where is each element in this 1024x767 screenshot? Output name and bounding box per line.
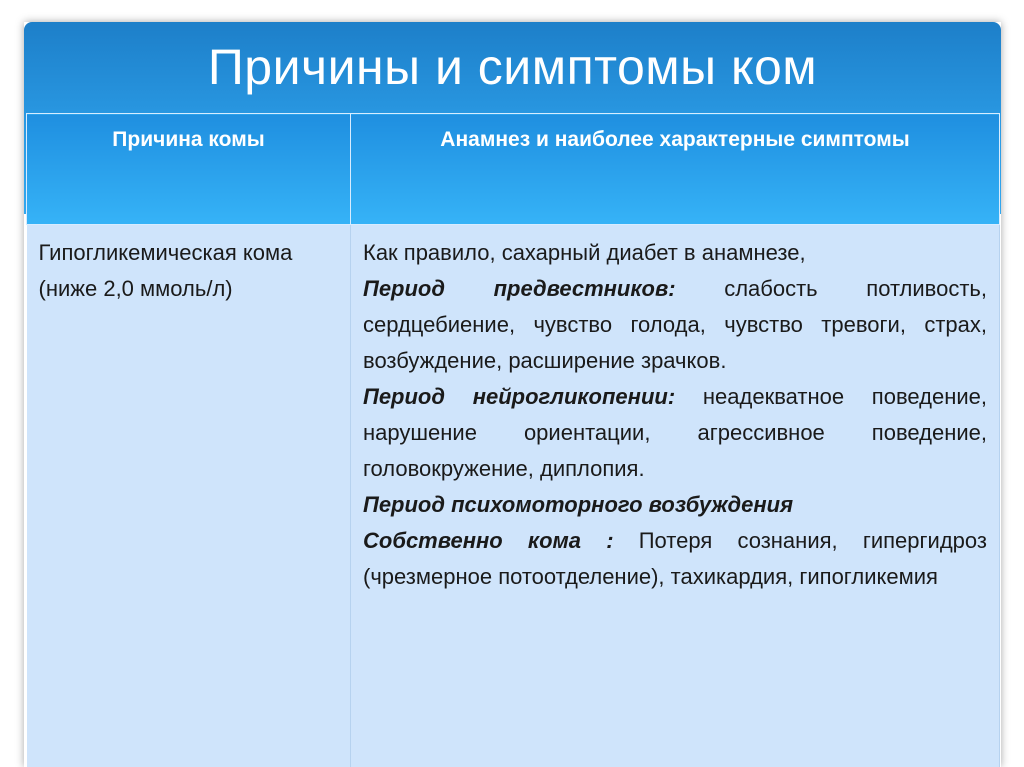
- coma-text: Потеря сознания, гипергидроз (чрезмерное потоотделение), тахикардия, гипогликемия: [363, 528, 987, 589]
- period2-label: Период нейрогликопении:: [363, 384, 676, 409]
- cause-cell: [27, 225, 351, 767]
- header-cause: Причина комы: [27, 114, 351, 225]
- comparison-table: [26, 113, 1000, 767]
- table-row: [27, 225, 1000, 767]
- coma-label: Собственно кома :: [363, 528, 614, 553]
- table-header-row: [27, 114, 1000, 225]
- period2-text: неадекватное поведение, нарушение ориентации, агрессивное поведение, головокружение, диплопия.: [363, 384, 987, 481]
- period1-label: Период предвестников:: [363, 276, 676, 301]
- intro-text: Как правило, сахарный диабет в анамнезе,: [363, 240, 806, 265]
- period3-label: Период психомоторного возбуждения: [363, 492, 794, 517]
- cause-text: Гипогликемическая кома (ниже 2,0 ммоль/л): [38, 240, 293, 301]
- slide-title: Причины и симптомы ком: [207, 39, 818, 95]
- header-symptoms: Анамнез и наиболее характерные симптомы: [351, 114, 1000, 225]
- period1-text: слабость потливость, сердцебиение, чувство голода, чувство тревоги, страх, возбуждение, расширение зрачков.: [363, 276, 987, 373]
- symptoms-cell: [351, 225, 1000, 767]
